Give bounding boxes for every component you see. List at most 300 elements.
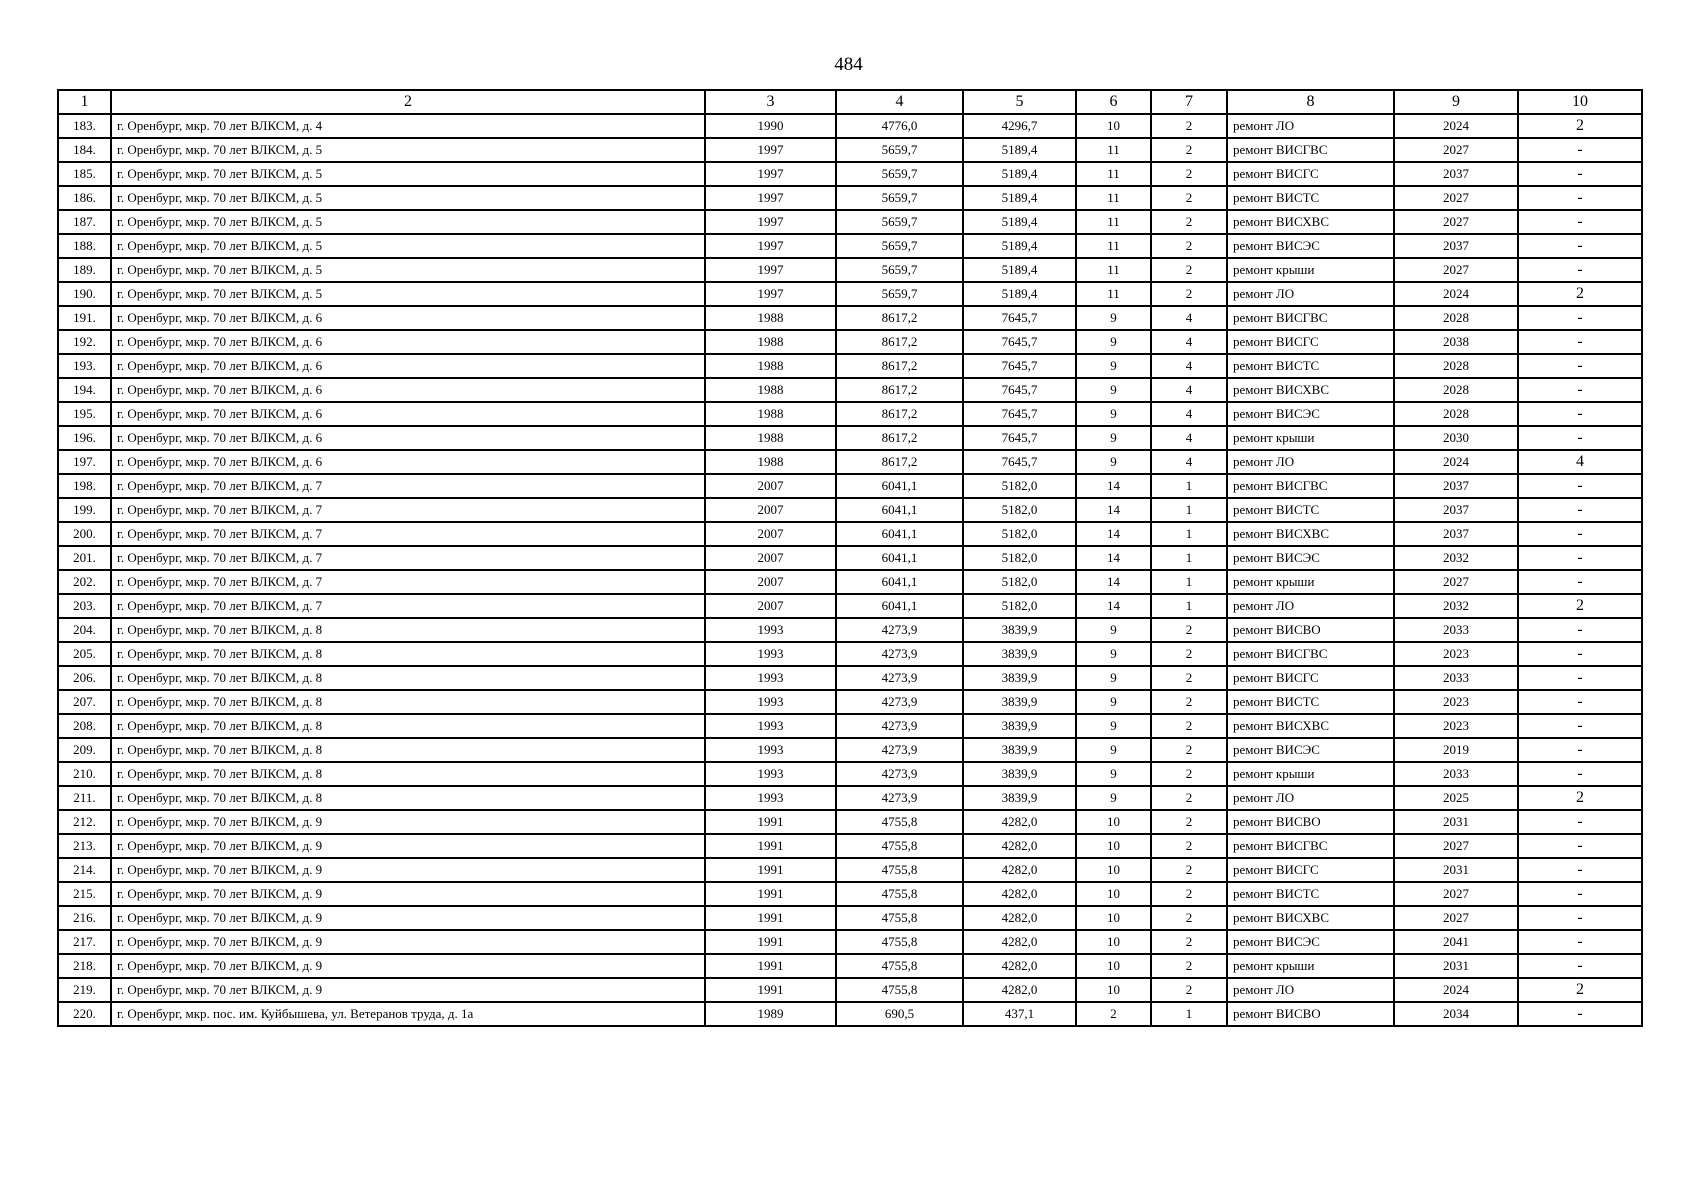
entrances-cell: 2 [1151, 114, 1227, 138]
address-cell: г. Оренбург, мкр. 70 лет ВЛКСМ, д. 8 [111, 690, 705, 714]
work-type-cell: ремонт ЛО [1227, 450, 1394, 474]
row-number-cell: 210. [58, 762, 111, 786]
table-row [58, 786, 1642, 810]
floors-cell: 10 [1076, 114, 1151, 138]
work-type-cell: ремонт ЛО [1227, 114, 1394, 138]
count-cell: - [1518, 858, 1642, 882]
work-type-cell: ремонт ВИСТС [1227, 354, 1394, 378]
row-number-cell: 198. [58, 474, 111, 498]
count-cell: 2 [1518, 786, 1642, 810]
address-cell: г. Оренбург, мкр. 70 лет ВЛКСМ, д. 9 [111, 906, 705, 930]
floors-cell: 9 [1076, 450, 1151, 474]
row-number-cell: 186. [58, 186, 111, 210]
planned-year-cell: 2024 [1394, 282, 1518, 306]
total-area-cell: 4755,8 [836, 882, 963, 906]
table-row [58, 210, 1642, 234]
planned-year-cell: 2028 [1394, 378, 1518, 402]
total-area-cell: 8617,2 [836, 450, 963, 474]
address-cell: г. Оренбург, мкр. 70 лет ВЛКСМ, д. 9 [111, 930, 705, 954]
entrances-cell: 2 [1151, 906, 1227, 930]
address-cell: г. Оренбург, мкр. 70 лет ВЛКСМ, д. 7 [111, 474, 705, 498]
address-cell: г. Оренбург, мкр. 70 лет ВЛКСМ, д. 8 [111, 642, 705, 666]
year-cell: 1988 [705, 306, 836, 330]
total-area-cell: 4273,9 [836, 666, 963, 690]
entrances-cell: 2 [1151, 138, 1227, 162]
entrances-cell: 4 [1151, 330, 1227, 354]
table-row [58, 642, 1642, 666]
year-cell: 1993 [705, 738, 836, 762]
work-type-cell: ремонт ВИСХВС [1227, 210, 1394, 234]
address-cell: г. Оренбург, мкр. 70 лет ВЛКСМ, д. 7 [111, 594, 705, 618]
count-cell: - [1518, 330, 1642, 354]
living-area-cell: 3839,9 [963, 642, 1076, 666]
floors-cell: 11 [1076, 138, 1151, 162]
work-type-cell: ремонт ВИСГВС [1227, 306, 1394, 330]
row-number-cell: 209. [58, 738, 111, 762]
page-number: 484 [834, 54, 863, 75]
total-area-cell: 5659,7 [836, 138, 963, 162]
entrances-cell: 2 [1151, 210, 1227, 234]
count-cell: - [1518, 834, 1642, 858]
address-cell: г. Оренбург, мкр. 70 лет ВЛКСМ, д. 5 [111, 162, 705, 186]
planned-year-cell: 2034 [1394, 1002, 1518, 1026]
entrances-cell: 4 [1151, 378, 1227, 402]
count-cell: 2 [1518, 114, 1642, 138]
row-number-cell: 189. [58, 258, 111, 282]
address-cell: г. Оренбург, мкр. 70 лет ВЛКСМ, д. 8 [111, 738, 705, 762]
total-area-cell: 4273,9 [836, 762, 963, 786]
year-cell: 1989 [705, 1002, 836, 1026]
work-type-cell: ремонт крыши [1227, 258, 1394, 282]
year-cell: 1991 [705, 954, 836, 978]
year-cell: 1988 [705, 354, 836, 378]
address-cell: г. Оренбург, мкр. 70 лет ВЛКСМ, д. 8 [111, 618, 705, 642]
total-area-cell: 5659,7 [836, 162, 963, 186]
work-type-cell: ремонт ВИСТС [1227, 498, 1394, 522]
total-area-cell: 6041,1 [836, 522, 963, 546]
address-cell: г. Оренбург, мкр. 70 лет ВЛКСМ, д. 9 [111, 954, 705, 978]
planned-year-cell: 2023 [1394, 642, 1518, 666]
column-header: 4 [836, 90, 963, 114]
work-type-cell: ремонт ВИСЭС [1227, 930, 1394, 954]
total-area-cell: 4273,9 [836, 738, 963, 762]
total-area-cell: 5659,7 [836, 282, 963, 306]
count-cell: 2 [1518, 282, 1642, 306]
row-number-cell: 215. [58, 882, 111, 906]
row-number-cell: 192. [58, 330, 111, 354]
address-cell: г. Оренбург, мкр. 70 лет ВЛКСМ, д. 5 [111, 186, 705, 210]
total-area-cell: 6041,1 [836, 474, 963, 498]
floors-cell: 14 [1076, 594, 1151, 618]
floors-cell: 14 [1076, 570, 1151, 594]
count-cell: - [1518, 762, 1642, 786]
entrances-cell: 1 [1151, 594, 1227, 618]
work-type-cell: ремонт ВИСХВС [1227, 714, 1394, 738]
floors-cell: 9 [1076, 378, 1151, 402]
floors-cell: 9 [1076, 642, 1151, 666]
living-area-cell: 4296,7 [963, 114, 1076, 138]
living-area-cell: 5189,4 [963, 210, 1076, 234]
floors-cell: 9 [1076, 618, 1151, 642]
row-number-cell: 217. [58, 930, 111, 954]
column-header: 6 [1076, 90, 1151, 114]
table-row [58, 138, 1642, 162]
entrances-cell: 2 [1151, 258, 1227, 282]
total-area-cell: 8617,2 [836, 306, 963, 330]
row-number-cell: 200. [58, 522, 111, 546]
planned-year-cell: 2024 [1394, 114, 1518, 138]
floors-cell: 11 [1076, 258, 1151, 282]
total-area-cell: 6041,1 [836, 546, 963, 570]
entrances-cell: 4 [1151, 402, 1227, 426]
work-type-cell: ремонт ВИСТС [1227, 882, 1394, 906]
entrances-cell: 2 [1151, 930, 1227, 954]
living-area-cell: 7645,7 [963, 402, 1076, 426]
count-cell: - [1518, 618, 1642, 642]
year-cell: 1993 [705, 762, 836, 786]
work-type-cell: ремонт ВИСТС [1227, 186, 1394, 210]
table-row [58, 330, 1642, 354]
planned-year-cell: 2041 [1394, 930, 1518, 954]
address-cell: г. Оренбург, мкр. 70 лет ВЛКСМ, д. 6 [111, 330, 705, 354]
row-number-cell: 219. [58, 978, 111, 1002]
table-row [58, 258, 1642, 282]
total-area-cell: 690,5 [836, 1002, 963, 1026]
count-cell: - [1518, 954, 1642, 978]
total-area-cell: 8617,2 [836, 402, 963, 426]
table-row [58, 162, 1642, 186]
entrances-cell: 1 [1151, 522, 1227, 546]
entrances-cell: 2 [1151, 162, 1227, 186]
year-cell: 1997 [705, 234, 836, 258]
floors-cell: 10 [1076, 810, 1151, 834]
living-area-cell: 5182,0 [963, 474, 1076, 498]
floors-cell: 14 [1076, 522, 1151, 546]
year-cell: 2007 [705, 474, 836, 498]
planned-year-cell: 2027 [1394, 834, 1518, 858]
address-cell: г. Оренбург, мкр. 70 лет ВЛКСМ, д. 6 [111, 378, 705, 402]
table-row [58, 762, 1642, 786]
planned-year-cell: 2031 [1394, 858, 1518, 882]
living-area-cell: 437,1 [963, 1002, 1076, 1026]
year-cell: 1993 [705, 714, 836, 738]
count-cell: - [1518, 1002, 1642, 1026]
count-cell: - [1518, 162, 1642, 186]
living-area-cell: 3839,9 [963, 690, 1076, 714]
row-number-cell: 191. [58, 306, 111, 330]
year-cell: 1997 [705, 162, 836, 186]
column-header: 8 [1227, 90, 1394, 114]
work-type-cell: ремонт ВИСГВС [1227, 138, 1394, 162]
column-header: 3 [705, 90, 836, 114]
table-row [58, 930, 1642, 954]
work-type-cell: ремонт ВИСЭС [1227, 234, 1394, 258]
table-row [58, 474, 1642, 498]
table-row [58, 306, 1642, 330]
work-type-cell: ремонт ВИСЭС [1227, 738, 1394, 762]
work-type-cell: ремонт ВИСГВС [1227, 474, 1394, 498]
row-number-cell: 195. [58, 402, 111, 426]
planned-year-cell: 2037 [1394, 474, 1518, 498]
work-type-cell: ремонт ВИСВО [1227, 618, 1394, 642]
row-number-cell: 187. [58, 210, 111, 234]
entrances-cell: 4 [1151, 450, 1227, 474]
year-cell: 1991 [705, 978, 836, 1002]
floors-cell: 9 [1076, 714, 1151, 738]
living-area-cell: 7645,7 [963, 378, 1076, 402]
planned-year-cell: 2028 [1394, 402, 1518, 426]
floors-cell: 11 [1076, 234, 1151, 258]
table-row [58, 234, 1642, 258]
planned-year-cell: 2032 [1394, 546, 1518, 570]
row-number-cell: 206. [58, 666, 111, 690]
column-header: 2 [111, 90, 705, 114]
year-cell: 1993 [705, 690, 836, 714]
work-type-cell: ремонт крыши [1227, 570, 1394, 594]
floors-cell: 9 [1076, 354, 1151, 378]
total-area-cell: 4273,9 [836, 690, 963, 714]
total-area-cell: 4273,9 [836, 714, 963, 738]
floors-cell: 9 [1076, 330, 1151, 354]
count-cell: - [1518, 570, 1642, 594]
count-cell: - [1518, 714, 1642, 738]
row-number-cell: 184. [58, 138, 111, 162]
work-type-cell: ремонт ЛО [1227, 978, 1394, 1002]
table-row [58, 834, 1642, 858]
year-cell: 1991 [705, 834, 836, 858]
column-header: 10 [1518, 90, 1642, 114]
total-area-cell: 4755,8 [836, 978, 963, 1002]
address-cell: г. Оренбург, мкр. 70 лет ВЛКСМ, д. 5 [111, 234, 705, 258]
entrances-cell: 1 [1151, 546, 1227, 570]
year-cell: 1993 [705, 786, 836, 810]
address-cell: г. Оренбург, мкр. 70 лет ВЛКСМ, д. 6 [111, 426, 705, 450]
entrances-cell: 2 [1151, 762, 1227, 786]
count-cell: - [1518, 474, 1642, 498]
work-type-cell: ремонт крыши [1227, 426, 1394, 450]
address-cell: г. Оренбург, мкр. 70 лет ВЛКСМ, д. 7 [111, 570, 705, 594]
row-number-cell: 194. [58, 378, 111, 402]
row-number-cell: 216. [58, 906, 111, 930]
entrances-cell: 2 [1151, 690, 1227, 714]
floors-cell: 9 [1076, 786, 1151, 810]
count-cell: - [1518, 210, 1642, 234]
planned-year-cell: 2033 [1394, 762, 1518, 786]
year-cell: 1997 [705, 138, 836, 162]
work-type-cell: ремонт ВИСХВС [1227, 378, 1394, 402]
work-type-cell: ремонт ВИСГС [1227, 162, 1394, 186]
entrances-cell: 1 [1151, 474, 1227, 498]
entrances-cell: 2 [1151, 618, 1227, 642]
living-area-cell: 5182,0 [963, 498, 1076, 522]
year-cell: 1997 [705, 258, 836, 282]
living-area-cell: 4282,0 [963, 858, 1076, 882]
entrances-cell: 2 [1151, 834, 1227, 858]
year-cell: 2007 [705, 570, 836, 594]
work-type-cell: ремонт ЛО [1227, 594, 1394, 618]
planned-year-cell: 2027 [1394, 258, 1518, 282]
column-header: 7 [1151, 90, 1227, 114]
year-cell: 1991 [705, 858, 836, 882]
total-area-cell: 4273,9 [836, 786, 963, 810]
total-area-cell: 4755,8 [836, 810, 963, 834]
table-row [58, 690, 1642, 714]
planned-year-cell: 2037 [1394, 162, 1518, 186]
entrances-cell: 2 [1151, 738, 1227, 762]
count-cell: - [1518, 258, 1642, 282]
count-cell: - [1518, 138, 1642, 162]
living-area-cell: 5182,0 [963, 570, 1076, 594]
table-row [58, 378, 1642, 402]
row-number-cell: 197. [58, 450, 111, 474]
floors-cell: 10 [1076, 882, 1151, 906]
floors-cell: 10 [1076, 978, 1151, 1002]
year-cell: 1993 [705, 618, 836, 642]
count-cell: - [1518, 498, 1642, 522]
living-area-cell: 5189,4 [963, 138, 1076, 162]
living-area-cell: 3839,9 [963, 762, 1076, 786]
planned-year-cell: 2028 [1394, 354, 1518, 378]
entrances-cell: 2 [1151, 810, 1227, 834]
work-type-cell: ремонт ВИСГС [1227, 330, 1394, 354]
count-cell: - [1518, 882, 1642, 906]
floors-cell: 9 [1076, 762, 1151, 786]
address-cell: г. Оренбург, мкр. 70 лет ВЛКСМ, д. 9 [111, 978, 705, 1002]
year-cell: 1991 [705, 882, 836, 906]
total-area-cell: 6041,1 [836, 570, 963, 594]
table-row [58, 570, 1642, 594]
year-cell: 1988 [705, 402, 836, 426]
table-row [58, 906, 1642, 930]
count-cell: - [1518, 690, 1642, 714]
living-area-cell: 5189,4 [963, 162, 1076, 186]
planned-year-cell: 2027 [1394, 138, 1518, 162]
floors-cell: 10 [1076, 954, 1151, 978]
entrances-cell: 2 [1151, 882, 1227, 906]
address-cell: г. Оренбург, мкр. 70 лет ВЛКСМ, д. 8 [111, 666, 705, 690]
row-number-cell: 190. [58, 282, 111, 306]
row-number-cell: 203. [58, 594, 111, 618]
entrances-cell: 1 [1151, 1002, 1227, 1026]
living-area-cell: 7645,7 [963, 426, 1076, 450]
planned-year-cell: 2031 [1394, 954, 1518, 978]
row-number-cell: 188. [58, 234, 111, 258]
entrances-cell: 2 [1151, 666, 1227, 690]
count-cell: 4 [1518, 450, 1642, 474]
planned-year-cell: 2024 [1394, 978, 1518, 1002]
living-area-cell: 5189,4 [963, 258, 1076, 282]
floors-cell: 9 [1076, 666, 1151, 690]
table-row [58, 426, 1642, 450]
floors-cell: 10 [1076, 858, 1151, 882]
row-number-cell: 196. [58, 426, 111, 450]
table-header-row [58, 90, 1642, 114]
work-type-cell: ремонт ВИСХВС [1227, 522, 1394, 546]
year-cell: 2007 [705, 594, 836, 618]
row-number-cell: 214. [58, 858, 111, 882]
table-row [58, 498, 1642, 522]
living-area-cell: 4282,0 [963, 906, 1076, 930]
count-cell: - [1518, 186, 1642, 210]
entrances-cell: 1 [1151, 570, 1227, 594]
work-type-cell: ремонт ЛО [1227, 282, 1394, 306]
address-cell: г. Оренбург, мкр. 70 лет ВЛКСМ, д. 8 [111, 786, 705, 810]
table-row [58, 666, 1642, 690]
address-cell: г. Оренбург, мкр. 70 лет ВЛКСМ, д. 8 [111, 762, 705, 786]
address-cell: г. Оренбург, мкр. пос. им. Куйбышева, ул. Ветеранов труда, д. 1а [111, 1002, 705, 1026]
count-cell: - [1518, 306, 1642, 330]
total-area-cell: 6041,1 [836, 498, 963, 522]
count-cell: - [1518, 234, 1642, 258]
count-cell: - [1518, 402, 1642, 426]
planned-year-cell: 2032 [1394, 594, 1518, 618]
address-cell: г. Оренбург, мкр. 70 лет ВЛКСМ, д. 5 [111, 210, 705, 234]
living-area-cell: 4282,0 [963, 882, 1076, 906]
row-number-cell: 213. [58, 834, 111, 858]
entrances-cell: 2 [1151, 786, 1227, 810]
entrances-cell: 2 [1151, 186, 1227, 210]
table-row [58, 282, 1642, 306]
address-cell: г. Оренбург, мкр. 70 лет ВЛКСМ, д. 9 [111, 810, 705, 834]
year-cell: 1997 [705, 210, 836, 234]
living-area-cell: 5189,4 [963, 282, 1076, 306]
count-cell: - [1518, 738, 1642, 762]
floors-cell: 10 [1076, 906, 1151, 930]
work-type-cell: ремонт ВИСЭС [1227, 402, 1394, 426]
table-row [58, 114, 1642, 138]
total-area-cell: 4273,9 [836, 618, 963, 642]
row-number-cell: 193. [58, 354, 111, 378]
entrances-cell: 2 [1151, 954, 1227, 978]
planned-year-cell: 2027 [1394, 570, 1518, 594]
total-area-cell: 4755,8 [836, 930, 963, 954]
living-area-cell: 3839,9 [963, 666, 1076, 690]
floors-cell: 11 [1076, 162, 1151, 186]
table-row [58, 522, 1642, 546]
floors-cell: 14 [1076, 498, 1151, 522]
table-row [58, 186, 1642, 210]
address-cell: г. Оренбург, мкр. 70 лет ВЛКСМ, д. 5 [111, 138, 705, 162]
living-area-cell: 4282,0 [963, 810, 1076, 834]
living-area-cell: 4282,0 [963, 978, 1076, 1002]
count-cell: - [1518, 546, 1642, 570]
living-area-cell: 3839,9 [963, 738, 1076, 762]
living-area-cell: 7645,7 [963, 306, 1076, 330]
planned-year-cell: 2023 [1394, 690, 1518, 714]
data-table [57, 89, 1643, 1027]
table-row [58, 354, 1642, 378]
total-area-cell: 5659,7 [836, 210, 963, 234]
address-cell: г. Оренбург, мкр. 70 лет ВЛКСМ, д. 6 [111, 402, 705, 426]
total-area-cell: 4755,8 [836, 906, 963, 930]
floors-cell: 9 [1076, 306, 1151, 330]
living-area-cell: 3839,9 [963, 786, 1076, 810]
total-area-cell: 8617,2 [836, 330, 963, 354]
planned-year-cell: 2031 [1394, 810, 1518, 834]
row-number-cell: 208. [58, 714, 111, 738]
total-area-cell: 5659,7 [836, 186, 963, 210]
living-area-cell: 5182,0 [963, 522, 1076, 546]
year-cell: 2007 [705, 522, 836, 546]
total-area-cell: 8617,2 [836, 354, 963, 378]
row-number-cell: 211. [58, 786, 111, 810]
count-cell: 2 [1518, 594, 1642, 618]
year-cell: 1988 [705, 426, 836, 450]
count-cell: - [1518, 426, 1642, 450]
year-cell: 1997 [705, 282, 836, 306]
work-type-cell: ремонт ВИСХВС [1227, 906, 1394, 930]
living-area-cell: 5189,4 [963, 186, 1076, 210]
